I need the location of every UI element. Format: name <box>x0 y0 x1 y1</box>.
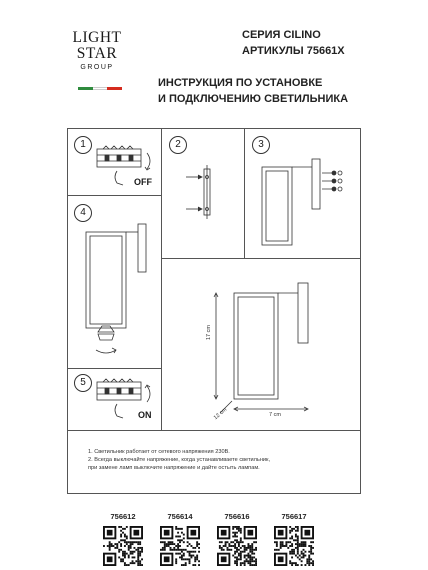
divider-v1 <box>161 128 162 430</box>
dimension-depth: 12 cm <box>212 406 229 422</box>
article-number-1: 756612 <box>110 512 136 521</box>
qr-code-2 <box>160 526 200 566</box>
instruction-title-line-2: И ПОДКЛЮЧЕНИЮ СВЕТИЛЬНИКА <box>158 93 349 105</box>
divider-v2 <box>244 128 245 258</box>
notes-block <box>88 448 270 472</box>
divider-h3 <box>67 368 162 369</box>
wiring-illustration <box>252 155 352 255</box>
note-line-2: 2. Всегда выключайте напряжение, когда устанавливаете светильник, <box>88 457 271 463</box>
instruction-title <box>158 75 348 107</box>
logo-line-3: GROUP <box>80 64 114 71</box>
series-block <box>242 27 345 59</box>
step-badge-5: 5 <box>74 374 92 392</box>
qr-code-4 <box>274 526 314 566</box>
step-badge-2: 2 <box>169 136 187 154</box>
divider-h1 <box>67 195 162 196</box>
step-badge-1: 1 <box>74 136 92 154</box>
step-badge-4: 4 <box>74 204 92 222</box>
italian-flag-stripe <box>78 87 122 90</box>
logo-line-1: LIGHT <box>72 29 122 46</box>
note-line-3: при замене ламп выключите напряжение и дайте остыть лампам. <box>88 465 260 471</box>
dimension-width: 7 cm <box>269 412 281 418</box>
on-label: ON <box>138 410 152 420</box>
step-badge-3: 3 <box>252 136 270 154</box>
dimension-height: 17 cm <box>206 325 212 340</box>
instruction-title-line-1: ИНСТРУКЦИЯ ПО УСТАНОВКЕ <box>158 77 323 89</box>
logo-line-2: STAR <box>76 45 118 62</box>
article-range: АРТИКУЛЫ 75661X <box>242 45 345 57</box>
article-number-3: 756616 <box>224 512 250 521</box>
fixture-mounted-illustration <box>82 220 157 360</box>
brand-logo <box>66 30 128 72</box>
off-label: OFF <box>134 177 152 187</box>
mounting-plate-illustration <box>180 165 225 225</box>
divider-h2 <box>161 258 361 259</box>
note-line-1: 1. Светильник работает от сетевого напряжения 230В. <box>88 449 230 455</box>
divider-h4 <box>67 430 361 431</box>
qr-code-3 <box>217 526 257 566</box>
qr-code-1 <box>103 526 143 566</box>
article-number-4: 756617 <box>281 512 307 521</box>
series-name: СЕРИЯ CILINO <box>242 29 321 41</box>
article-number-2: 756614 <box>167 512 193 521</box>
dimension-drawing <box>200 275 330 415</box>
